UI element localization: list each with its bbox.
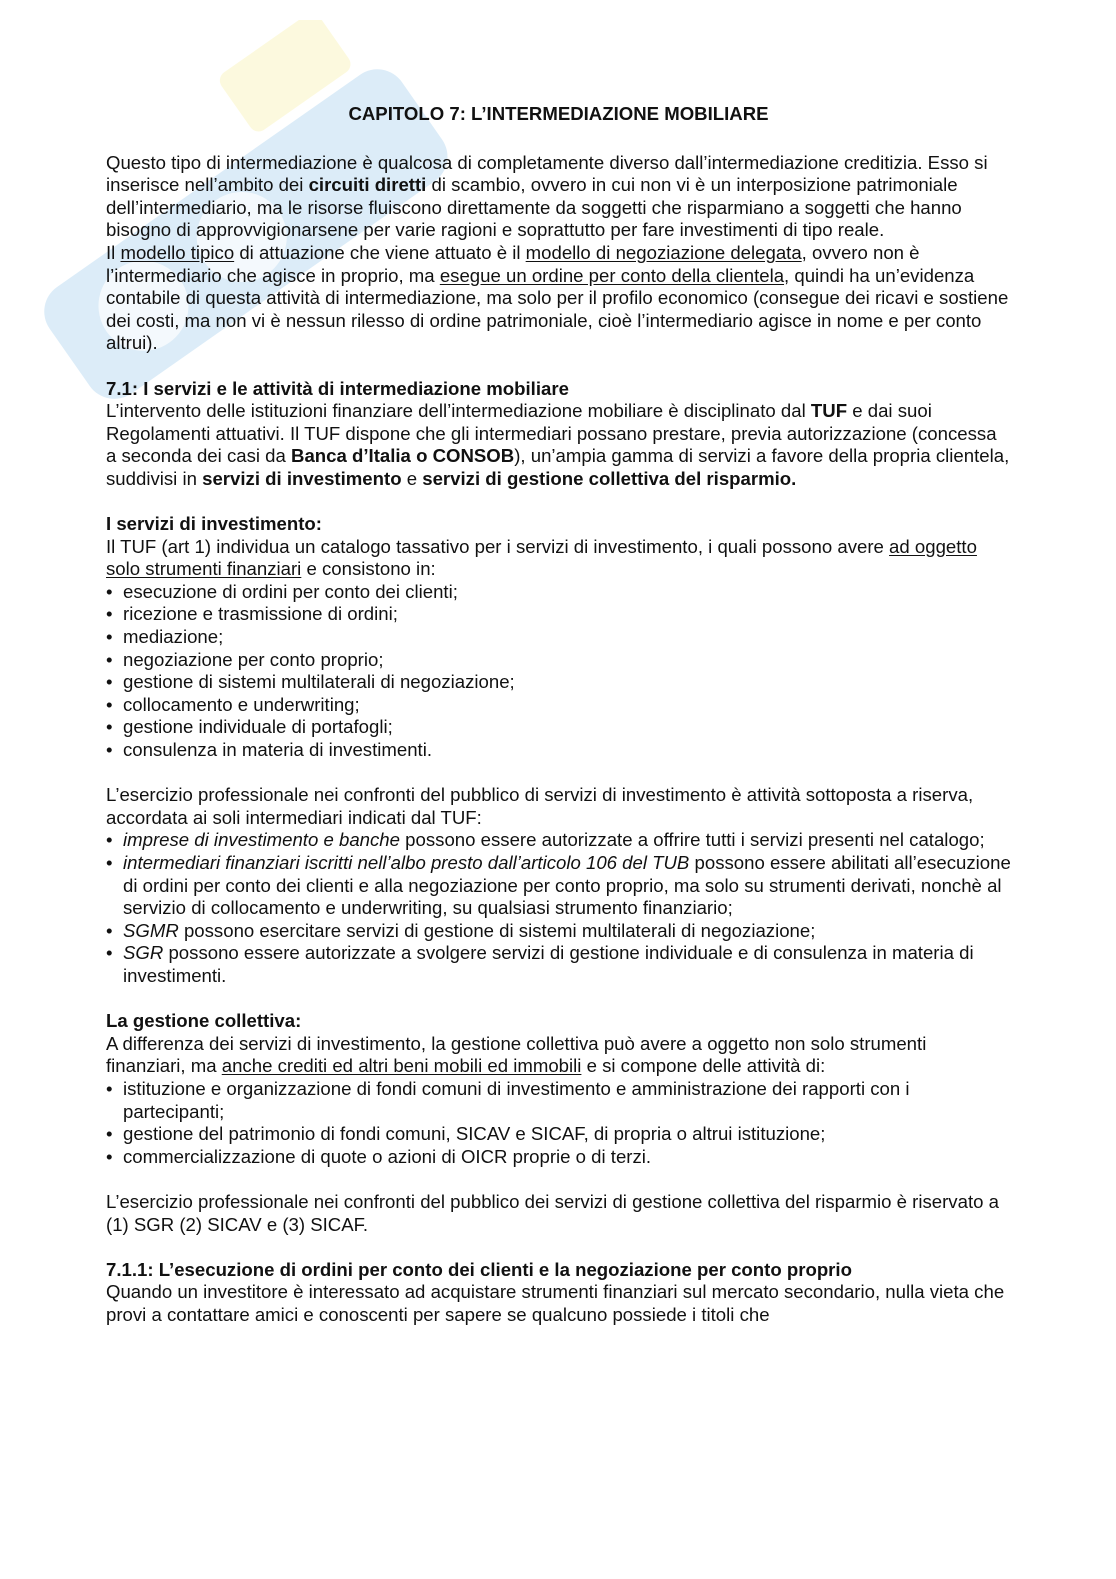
list-item: • SGR possono essere autorizzate a svolgere servizi di gestione individuale e di consulenza in materia di investimenti. — [106, 942, 1011, 987]
list-item: • mediazione; — [106, 626, 1011, 649]
list-item: • gestione di sistemi multilaterali di negoziazione; — [106, 671, 1011, 694]
intro-paragraph-2: Il modello tipico di attuazione che viene attuato è il modello di negoziazione delegata, ovvero non è l’intermediario che agisce in proprio, ma esegue un ordine per conto della clientela, quindi ha un’evidenza contabile di questa attività di intermediazione, ma solo per il profilo economico (consegue dei ricavi e sostiene dei costi, ma non vi è nessun rilesso di ordine patrimoniale, cioè l’intermediario agisce in nome e per conto altrui). — [106, 241, 1009, 354]
list-item: • intermediari finanziari iscritti nell’albo presto dall’articolo 106 del TUB possono essere abilitati all’esecuzione di ordini per conto dei clienti e alla negoziazione per conto proprio, ma solo su strumenti derivati, nonchè al servizio di collocamento e underwriting, su qualsiasi strumento finanziario; — [106, 852, 1011, 920]
collettiva-list — [106, 1078, 1011, 1168]
list-item: • commercializzazione di quote o azioni di OICR proprie o di terzi. — [106, 1146, 1011, 1169]
list-item: • negoziazione per conto proprio; — [106, 649, 1011, 672]
chapter-title: CAPITOLO 7: L’INTERMEDIAZIONE MOBILIARE — [348, 103, 769, 124]
list-item: • istituzione e organizzazione di fondi comuni di investimento e amministrazione dei rapporti con i partecipanti; — [106, 1078, 1011, 1123]
list-item: • collocamento e underwriting; — [106, 694, 1011, 717]
list-item: • imprese di investimento e banche possono essere autorizzate a offrire tutti i servizi presenti nel catalogo; — [106, 829, 1011, 852]
document-page — [106, 103, 1011, 1326]
section-heading-7-1-1: 7.1.1: L’esecuzione di ordini per conto dei clienti e la negoziazione per conto proprio — [106, 1258, 852, 1280]
section-heading-7-1: 7.1: I servizi e le attività di intermediazione mobiliare — [106, 377, 569, 399]
collettiva-text: A differenza dei servizi di investimento, la gestione collettiva può avere a oggetto non solo strumenti finanziari, ma anche crediti ed altri beni mobili ed immobili e si compone delle attività di: — [106, 1032, 927, 1077]
investimento-text: Il TUF (art 1) individua un catalogo tassativo per i servizi di investimento, i quali possono avere ad oggetto solo strumenti finanziari e consistono in: — [106, 535, 977, 580]
collettiva-heading: La gestione collettiva: — [106, 1010, 302, 1032]
list-item: • gestione individuale di portafogli; — [106, 716, 1011, 739]
list-item: • consulenza in materia di investimenti. — [106, 739, 1011, 762]
list-item: • ricezione e trasmissione di ordini; — [106, 603, 1011, 626]
list-item: • gestione del patrimonio di fondi comuni, SICAV e SICAF, di propria o altrui istituzione; — [106, 1123, 1011, 1146]
list-item: • SGMR possono esercitare servizi di gestione di sistemi multilaterali di negoziazione; — [106, 920, 1011, 943]
esercizio-list — [106, 829, 1011, 987]
section-7-1-text: L’intervento delle istituzioni finanziare dell’intermediazione mobiliare è disciplinato dal TUF e dai suoi Regolamenti attuativi. Il TUF dispone che gli intermediari possano prestare, previa autorizzazione (concessa a seconda dei casi da Banca d’Italia o CONSOB), un’ampia gamma di servizi a favore della propria clientela, suddivisi in servizi di investimento e servizi di gestione collettiva del risparmio. — [106, 400, 1010, 489]
investimento-list — [106, 581, 1011, 762]
list-item: • esecuzione di ordini per conto dei clienti; — [106, 581, 1011, 604]
section-7-1-1-text: Quando un investitore è interessato ad acquistare strumenti finanziari sul mercato secondario, nulla vieta che provi a contattare amici e conoscenti per sapere se qualcuno possiede i titoli che — [106, 1281, 1005, 1325]
esercizio-text: L’esercizio professionale nei confronti del pubblico di servizi di investimento è attività sottoposta a riserva, accordata ai soli intermediari indicati dal TUF: — [106, 784, 974, 828]
investimento-heading: I servizi di investimento: — [106, 513, 322, 535]
intro-paragraph-1: Questo tipo di intermediazione è qualcosa di completamente diverso dall’intermediazione creditizia. Esso si inserisce nell’ambito dei circuiti diretti di scambio, ovvero in cui non vi è un interposizione patrimoniale dell’intermediario, ma le risorse fluiscono direttamente da soggetti che risparmiano a soggetti che hanno bisogno di approvvigionarsene per varie ragioni e soprattutto per fare investimenti di tipo reale. — [106, 151, 988, 241]
collettiva-riserva-text: L’esercizio professionale nei confronti del pubblico dei servizi di gestione collettiva del risparmio è riservato a (1) SGR (2) SICAV e (3) SICAF. — [106, 1190, 999, 1235]
